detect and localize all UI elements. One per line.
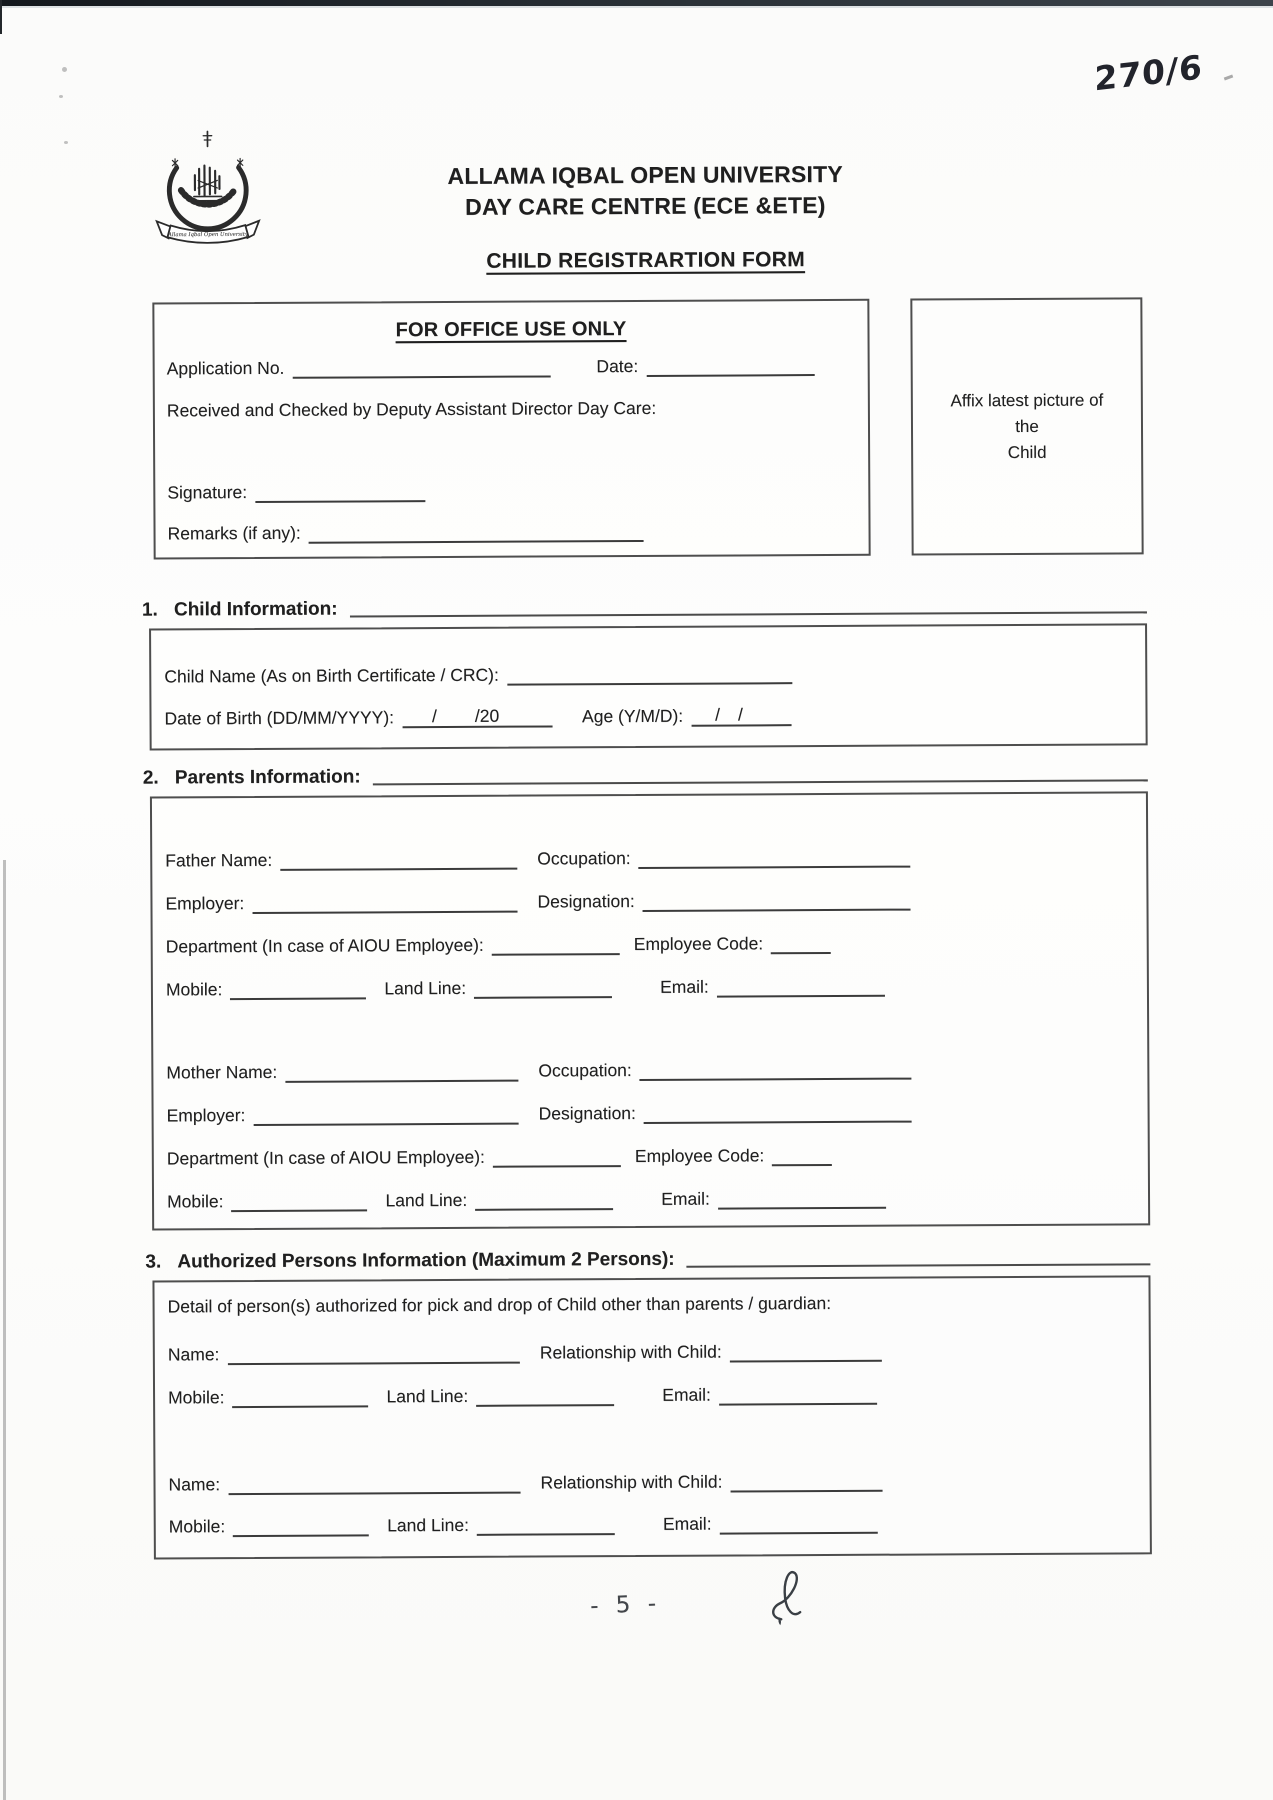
father-mobile-label: Mobile: [165,979,223,1000]
father-occupation-label: Occupation: [537,848,631,869]
person1-relationship-line [730,1339,882,1363]
mother-name-group [166,1059,538,1084]
father-mobile-line [230,976,366,1000]
person1-contact-row [168,1380,1133,1408]
person2-contact-row [169,1509,1134,1537]
remarks-label: Remarks (if any): [167,522,301,544]
mother-employee-code-line [772,1143,832,1166]
mother-contact-row [167,1184,1132,1212]
person1-landline-line [476,1383,614,1407]
person2-landline-label: Land Line: [387,1514,469,1536]
section-1-heading [142,594,1147,621]
age-line [691,703,791,727]
mother-employer-line [253,1102,518,1126]
person2-email-line [719,1511,877,1535]
signature-scribble [766,1567,816,1634]
person1-name-line [227,1341,520,1366]
remarks-row [167,518,858,545]
section-2-heading [143,762,1148,789]
person2-mobile-label: Mobile: [168,1516,226,1537]
father-employer-row [165,886,1130,914]
handwritten-corner-number: 270/6 [1094,47,1203,99]
signature-line [255,479,425,503]
mother-name-label: Mother Name: [166,1061,278,1083]
person1-mobile-line [232,1384,368,1408]
person2-name-label: Name: [168,1474,221,1495]
person2-name-line [228,1471,521,1496]
remarks-line [309,519,644,544]
authorized-detail-text: Detail of person(s) authorized for pick and drop of Child other than parents / guardian: [167,1292,832,1317]
photo-box [910,297,1143,555]
father-email-line [717,974,885,998]
father-occupation-line [639,845,911,869]
mother-department-label: Department (In case of AIOU Employee): [166,1146,485,1169]
mother-department-row [167,1141,1132,1169]
child-name-row [164,659,1129,687]
mother-email-label: Email: [661,1188,710,1209]
page-number: - 5 - [589,1590,662,1620]
section-1-title: Child Information: [173,598,338,621]
mother-occupation-label: Occupation: [538,1060,632,1081]
application-no-line [292,354,550,378]
father-employee-code-label: Employee Code: [633,933,764,955]
parents-info-box [150,791,1150,1230]
age-slash-mark: / [737,704,743,725]
mother-department-line [493,1144,621,1168]
signature-row [167,477,858,504]
mother-name-line [285,1059,518,1083]
father-email-label: Email: [660,976,709,997]
father-employer-line [252,890,517,914]
date-line [646,353,814,377]
age-slash-mark: / [715,704,721,725]
father-landline-label: Land Line: [384,977,467,999]
person1-email-label: Email: [662,1384,711,1405]
section-3-heading [145,1246,1150,1273]
dob-age-row [164,701,1129,729]
application-date-row [167,353,858,380]
received-label: Received and Checked by Deputy Assistant Director Day Care: [166,397,657,421]
child-name-label: Child Name (As on Birth Certificate / CRC): [164,664,499,687]
section-rule [687,1263,1151,1267]
section-1-number: 1. [141,599,158,621]
university-title: ALLAMA IQBAL OPEN UNIVERSITY [447,160,843,189]
father-contact-row [166,972,1131,1000]
mother-occupation-line [640,1057,912,1081]
mother-employer-label: Employer: [166,1105,246,1126]
header-titles [21,157,1270,226]
person2-name-group [168,1471,540,1496]
person1-email-line [719,1382,877,1406]
age-label: Age (Y/M/D): [581,705,684,727]
section-2-title: Parents Information: [174,766,361,789]
child-info-box [149,623,1148,750]
mother-employer-group [167,1102,539,1127]
signature-icon [766,1567,816,1629]
father-employer-label: Employer: [165,893,245,914]
father-name-line [280,847,517,871]
father-name-row [165,843,1130,871]
application-no-label: Application No. [166,357,285,379]
date-label: Date: [596,355,639,377]
authorized-detail-row [168,1291,1133,1317]
dob-slash-mark: / [431,706,437,727]
child-name-line [507,661,792,685]
mother-email-line [718,1186,886,1210]
person1-name-group [168,1341,540,1366]
person2-name-row [168,1467,1133,1495]
mother-mobile-label: Mobile: [166,1191,224,1212]
person2-relationship-label: Relationship with Child: [540,1471,723,1493]
form-title: CHILD REGISTRARTION FORM [486,248,806,273]
father-employee-code-line [771,931,831,954]
person2-mobile-line [233,1513,369,1537]
mother-mobile-line [231,1188,367,1212]
mother-landline-line [475,1187,613,1211]
mother-designation-label: Designation: [538,1103,636,1124]
person1-landline-label: Land Line: [386,1385,469,1407]
signature-label: Signature: [167,482,248,503]
person1-name-label: Name: [167,1344,220,1365]
mother-name-row [166,1055,1131,1083]
dob-line [402,704,552,728]
section-3-number: 3. [145,1251,162,1273]
person1-relationship-label: Relationship with Child: [539,1341,722,1363]
received-row [167,397,858,422]
person2-relationship-line [730,1469,882,1493]
authorized-persons-box [152,1275,1151,1559]
centre-title: DAY CARE CENTRE (ECE &ETE) [465,192,826,220]
father-department-label: Department (In case of AIOU Employee): [165,934,484,957]
section-2-number: 2. [142,767,159,789]
photo-box-text-1: Affix latest picture of the [950,390,1104,436]
person1-name-row [168,1337,1133,1365]
mother-employee-code-label: Employee Code: [634,1145,765,1167]
father-designation-line [643,888,911,912]
father-department-line [492,932,620,956]
dob-label: Date of Birth (DD/MM/YYYY): [164,707,395,729]
father-landline-line [474,975,612,999]
section-rule [350,611,1147,617]
mother-landline-label: Land Line: [385,1189,468,1211]
father-designation-label: Designation: [537,891,635,912]
person2-email-label: Email: [662,1513,712,1534]
dob-year-mark: /20 [474,705,500,726]
father-name-label: Father Name: [165,849,273,871]
mother-employer-row [167,1098,1132,1126]
logo-ribbon-text: Allama Iqbal Open University [168,231,248,239]
section-rule [373,779,1148,785]
photo-box-text-2: Child [1007,442,1047,462]
father-name-group [165,847,537,872]
office-use-box [152,299,870,560]
person2-landline-line [477,1512,615,1536]
section-3-title: Authorized Persons Information (Maximum 2 Persons): [177,1248,675,1273]
father-department-row [166,929,1131,957]
father-employer-group [165,890,537,915]
office-use-title: FOR OFFICE USE ONLY [395,318,627,342]
mother-designation-line [644,1100,912,1124]
person1-mobile-label: Mobile: [168,1387,225,1408]
